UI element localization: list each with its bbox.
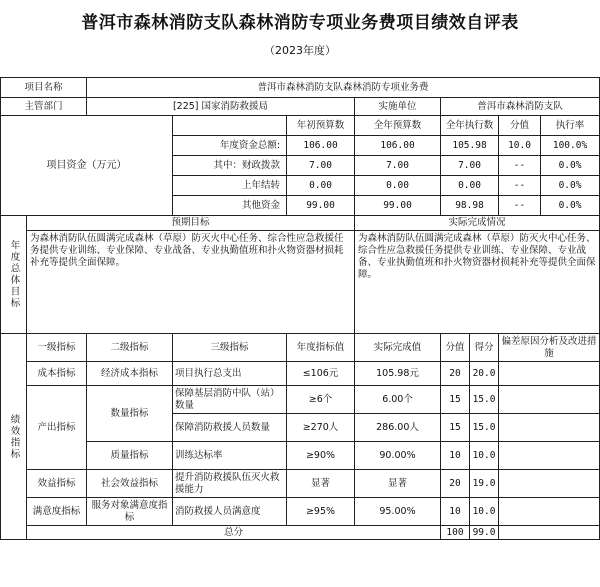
funds-header-blank [173, 116, 287, 136]
ind-header: 得分 [470, 334, 499, 362]
goals-header-row [1, 216, 600, 231]
ind-header: 三级指标 [173, 334, 287, 362]
funds-cell: -- [499, 156, 541, 176]
ind-score-max: 10 [441, 498, 470, 526]
funds-label: 项目资金（万元） [1, 116, 173, 216]
ind-l1: 产出指标 [27, 386, 87, 470]
funds-header: 执行率 [541, 116, 600, 136]
funds-cell: 0.0% [541, 196, 600, 216]
ind-target: ≥95% [287, 498, 355, 526]
ind-target: ≥6个 [287, 386, 355, 414]
funds-cell: 99.00 [355, 196, 441, 216]
ind-score-max: 20 [441, 470, 470, 498]
funds-cell: 10.0 [499, 136, 541, 156]
indicator-row [1, 362, 600, 386]
ind-actual: 显著 [355, 470, 441, 498]
funds-cell: 100.0% [541, 136, 600, 156]
ind-header: 二级指标 [87, 334, 173, 362]
dept-label: 主管部门 [1, 98, 87, 116]
ind-target: ≥90% [287, 442, 355, 470]
funds-cell: 0.0% [541, 156, 600, 176]
ind-score-max: 15 [441, 386, 470, 414]
ind-note [499, 498, 600, 526]
funds-cell: 106.00 [355, 136, 441, 156]
funds-header: 分值 [499, 116, 541, 136]
funds-cell: 0.00 [355, 176, 441, 196]
funds-cell: 7.00 [441, 156, 499, 176]
page-title: 普洱市森林消防支队森林消防专项业务费项目绩效自评表 [81, 13, 519, 33]
page-subtitle: （2023年度） [264, 44, 336, 57]
indicators-label: 绩效指标 [1, 334, 27, 540]
funds-cell: 99.00 [287, 196, 355, 216]
goals-expected-label: 预期目标 [27, 216, 355, 231]
funds-cell: 7.00 [287, 156, 355, 176]
ind-note [499, 414, 600, 442]
ind-header: 年度指标值 [287, 334, 355, 362]
indicator-row [1, 498, 600, 526]
ind-actual: 90.00% [355, 442, 441, 470]
ind-header: 一级指标 [27, 334, 87, 362]
ind-header: 实际完成值 [355, 334, 441, 362]
ind-l3: 项目执行总支出 [173, 362, 287, 386]
ind-header: 分值 [441, 334, 470, 362]
evaluation-table [0, 77, 600, 540]
ind-l2: 经济成本指标 [87, 362, 173, 386]
total-label: 总分 [27, 526, 441, 540]
project-name-value: 普洱市森林消防支队森林消防专项业务费 [87, 78, 600, 98]
ind-score: 10.0 [470, 498, 499, 526]
ind-actual: 286.00人 [355, 414, 441, 442]
total-row [1, 526, 600, 540]
funds-cell: 0.00 [287, 176, 355, 196]
goals-expected-text: 为森林消防队伍圆满完成森林（草原）防灭火中心任务、综合性应急救援任务提供专业训练、专业保障、专业战备、专业执勤值班和扑火物资器材损耗补充等提供全面保障。 [27, 231, 355, 334]
ind-actual: 95.00% [355, 498, 441, 526]
ind-score: 15.0 [470, 386, 499, 414]
ind-l1: 效益指标 [27, 470, 87, 498]
ind-actual: 6.00个 [355, 386, 441, 414]
impl-label: 实施单位 [355, 98, 441, 116]
ind-target: ≤106元 [287, 362, 355, 386]
ind-header: 偏差原因分析及改进措施 [499, 334, 600, 362]
funds-cell: -- [499, 196, 541, 216]
ind-score: 20.0 [470, 362, 499, 386]
ind-l1: 成本指标 [27, 362, 87, 386]
ind-target: ≥270人 [287, 414, 355, 442]
ind-note [499, 470, 600, 498]
indicator-row [1, 442, 600, 470]
project-name-label: 项目名称 [1, 78, 87, 98]
ind-score-max: 20 [441, 362, 470, 386]
funds-row-label: 其中：财政拨款 [173, 156, 287, 176]
ind-note [499, 386, 600, 414]
funds-cell: 105.98 [441, 136, 499, 156]
funds-row-label: 上年结转 [173, 176, 287, 196]
total-score: 99.0 [470, 526, 499, 540]
ind-l3: 消防救援人员满意度 [173, 498, 287, 526]
total-note [499, 526, 600, 540]
ind-l2: 社会效益指标 [87, 470, 173, 498]
ind-l1: 满意度指标 [27, 498, 87, 526]
ind-score-max: 10 [441, 442, 470, 470]
funds-cell: 0.0% [541, 176, 600, 196]
ind-note [499, 362, 600, 386]
ind-score-max: 15 [441, 414, 470, 442]
dept-row [1, 98, 600, 116]
impl-value: 普洱市森林消防支队 [441, 98, 600, 116]
funds-row-label: 其他资金 [173, 196, 287, 216]
ind-score: 19.0 [470, 470, 499, 498]
goals-actual-label: 实际完成情况 [355, 216, 600, 231]
funds-cell: 98.98 [441, 196, 499, 216]
goals-content-row [1, 231, 600, 334]
ind-l2: 数量指标 [87, 386, 173, 442]
funds-cell: 7.00 [355, 156, 441, 176]
funds-row-label: 年度资金总额: [173, 136, 287, 156]
funds-header: 全年执行数 [441, 116, 499, 136]
ind-l3: 提升消防救援队伍灭火救援能力 [173, 470, 287, 498]
funds-header: 年初预算数 [287, 116, 355, 136]
goals-label: 年度总体目标 [1, 216, 27, 334]
dept-value: [225] 国家消防救援局 [87, 98, 355, 116]
funds-cell: -- [499, 176, 541, 196]
ind-note [499, 442, 600, 470]
funds-header: 全年预算数 [355, 116, 441, 136]
indicator-row [1, 470, 600, 498]
ind-l3: 保障消防救援人员数量 [173, 414, 287, 442]
ind-l2: 服务对象满意度指标 [87, 498, 173, 526]
total-max: 100 [441, 526, 470, 540]
ind-l2: 质量指标 [87, 442, 173, 470]
ind-l3: 训练达标率 [173, 442, 287, 470]
ind-score: 15.0 [470, 414, 499, 442]
ind-score: 10.0 [470, 442, 499, 470]
funds-cell: 106.00 [287, 136, 355, 156]
indicators-header-row [1, 334, 600, 362]
goals-actual-text: 为森林消防队伍圆满完成森林（草原）防灭火中心任务、综合性应急救援任务提供专业训练、专业保障、专业战备、专业执勤值班和扑火物资器材损耗补充等提供全面保障。 [355, 231, 600, 334]
ind-target: 显著 [287, 470, 355, 498]
funds-cell: 0.00 [441, 176, 499, 196]
project-name-row [1, 78, 600, 98]
ind-l3: 保障基层消防中队（站）数量 [173, 386, 287, 414]
indicator-row [1, 386, 600, 414]
funds-header-row [1, 116, 600, 136]
ind-actual: 105.98元 [355, 362, 441, 386]
